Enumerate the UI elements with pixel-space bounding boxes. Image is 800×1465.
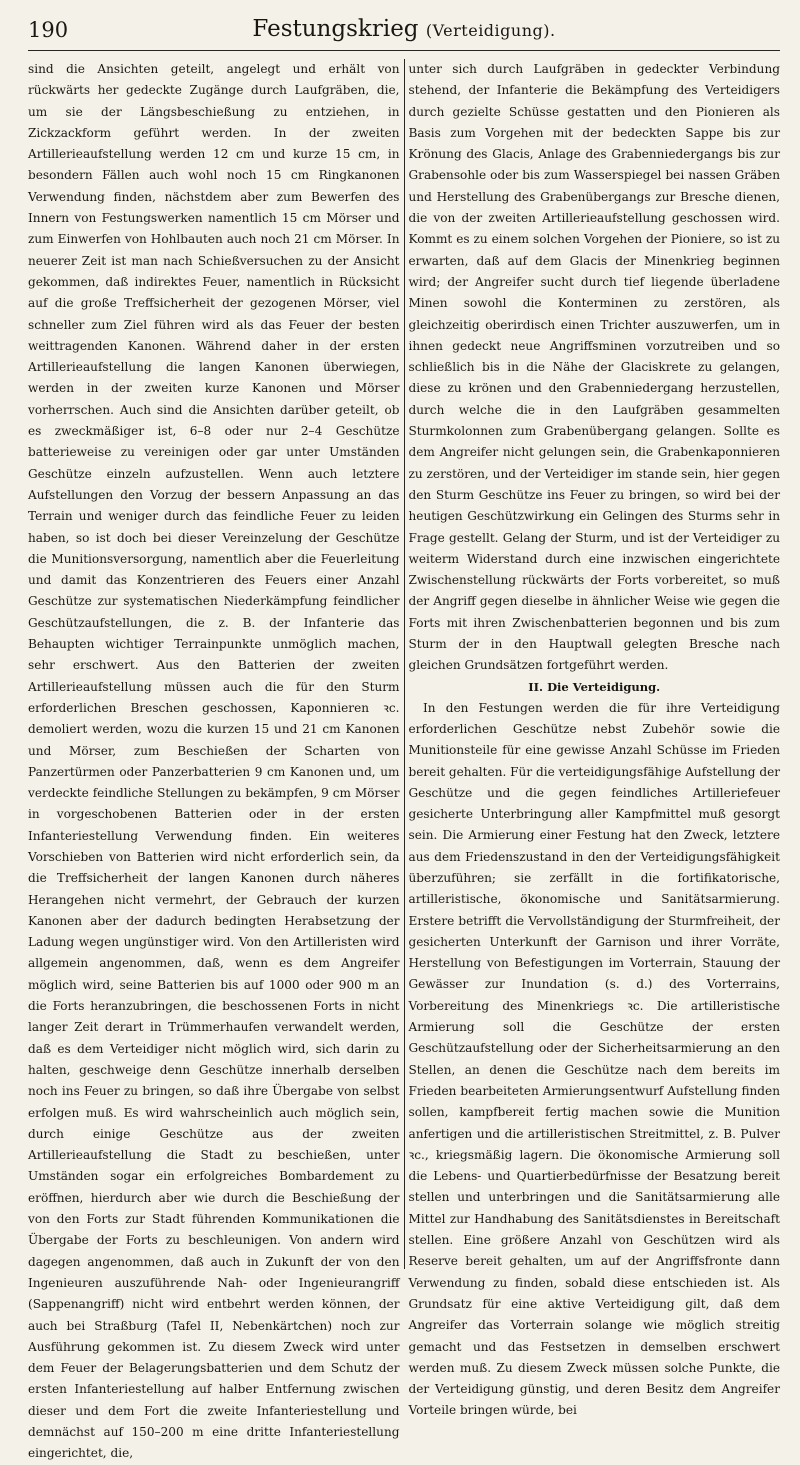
column-divider bbox=[404, 59, 405, 1269]
running-head-title: Festungskrieg bbox=[252, 16, 419, 42]
paragraph: unter sich durch Laufgräben in gedeckter Verbindung stehend, der Infanterie die Bekämpfung des Verteidigers durch gezielte Schüsse gestatten und den Pionieren als Basis zum Vorgehen mit der bedeckten Sappe bis zur Krönung des Glacis, Anlage des Grabenniedergangs bis zur Grabensohle oder bis zum Wasserspiegel bei nassen Gräben und Herstellung des Grabenübergangs zur Bresche dienen, die von der zweiten Artillerieaufstellung geschossen wird. Kommt es zu einem solchen Vorgehen der Pioniere, so ist zu erwarten, daß auf dem Glacis der Minenkrieg beginnen wird; der Angreifer sucht durch tief liegende überladene Minen sowohl die Konterminen zu zerstören, als gleichzeitig oberirdisch einen Trichter auszuwerfen, um in ihnen gedeckt neue Angriffsminen vorzutreiben und so schließlich bis in die Nähe der Glaciskrete zu gelangen, diese zu krönen und den Grabenniedergang herzustellen, durch welche die in den Laufgräben gesammelten Sturmkolonnen zum Grabenübergang gelangen. Sollte es dem Angreifer nicht gelungen sein, die Grabenkaponnieren zu zerstören, und der Verteidiger im stande sein, hier gegen den Sturm Geschütze ins Feuer zu bringen, so wird bei der heutigen Geschützwirkung ein Gelingen des Sturms sehr in Frage gestellt. Gelang der Sturm, und ist der Verteidiger zu weiterm Widerstand durch eine inzwischen eingerichtete Zwischenstellung rückwärts der Forts vorbereitet, so muß der Angriff gegen dieselbe in ähnlicher Weise wie gegen die Forts mit ihren Zwischenbatterien begonnen und bis zum Sturm der in den Hauptwall gelegten Bresche nach gleichen Grundsätzen fortgeführt werden. bbox=[408, 62, 780, 673]
paragraph: In den Festungen werden die für ihre Verteidigung erforderlichen Geschütze nebst Zubehör sowie die Munitionsteile für eine gewisse Anzahl Schüsse im Frieden bereit gehalten. Für die verteidigungsfähige Aufstellung der Geschütze und die gegen feindliches Artilleriefeuer gesicherte Unterbringung aller Kampfmittel muß gesorgt sein. Die Armierung einer Festung hat den Zweck, letztere aus dem Friedenszustand in den der Verteidigungsfähigkeit überzuführen; sie zerfällt in die fortifikatorische, artilleristische, ökonomische und Sanitätsarmierung. Erstere betrifft die Vervollständigung der Sturmfreiheit, der gesicherten Unterkunft der Garnison und ihrer Vorräte, Herstellung von Befestigungen im Vorterrain, Stauung der Gewässer zur Inundation (s. d.) des Vorterrains, Vorbereitung des Minenkriegs ꝛc. Die artilleristische Armierung soll die Geschütze der ersten Geschützaufstellung oder der Sicherheitsarmierung an den Stellen, an denen die Geschütze nach dem bereits im Frieden bearbeiteten Armierungsentwurf Aufstellung finden sollen, kampfbereit fertig machen sowie die Munition anfertigen und die artilleristischen Streitmittel, z. B. Pulver ꝛc., kriegsmäßig lagern. Die ökonomische Armierung soll die Lebens- und Quartierbedürfnisse der Besatzung bereit stellen und unterbringen und die Sanitätsarmierung alle Mittel zur Handhabung des Sanitätsdienstes in Bereitschaft stellen. Eine größere Anzahl von Geschützen wird als Reserve bereit gehalten, um auf der Angriffsfronte dann Verwendung zu finden, sobald diese entschieden ist. Als Grundsatz für eine aktive Verteidigung gilt, daß dem Angreifer das Vorterrain solange wie möglich streitig gemacht und das Festsetzen in demselben erschwert werden muß. Zu diesem Zweck müssen solche Punkte, die der Verteidigung günstig, und deren Besitz dem Angreifer Vorteile bringen würde, bei bbox=[408, 700, 781, 1418]
text-columns bbox=[28, 59, 781, 1461]
left-column bbox=[28, 59, 400, 1461]
running-head bbox=[28, 16, 780, 42]
right-column bbox=[408, 59, 781, 1418]
running-head-subtitle: (Verteidigung). bbox=[425, 21, 556, 40]
section-heading: II. Die Verteidigung. bbox=[528, 679, 661, 694]
paragraph: sind die Ansichten geteilt, angelegt und erhält von rückwärts her gedeckte Zugänge durch Laufgräben, die, um sie der Längsbeschießung zu entziehen, in Zickzackform geführt werden. In der zweiten Artillerieaufstellung werden 12 cm und kurze 15 cm, in besondern Fällen auch wohl noch 15 cm Ringkanonen Verwendung finden, nächstdem aber zum Bewerfen des Innern von Festungswerken namentlich 15 cm Mörser und zum Einwerfen von Hohlbauten auch noch 21 cm Mörser. In neuerer Zeit ist man nach Schießversuchen zu der Ansicht gekommen, daß indirektes Feuer, namentlich in Rücksicht auf die große Treffsicherheit der gezogenen Mörser, viel schneller zum Ziel führen wird als das Feuer der besten weittragenden Kanonen. Während daher in der ersten Artillerieaufstellung die langen Kanonen überwiegen, werden in der zweiten kurze Kanonen und Mörser vorherrschen. Auch sind die Ansichten darüber geteilt, ob es zweckmäßiger ist, 6–8 oder nur 2–4 Geschütze batterieweise zu vereinigen oder gar unter Umständen Geschütze einzeln aufzustellen. Wenn auch letztere Aufstellungen den Vorzug der bessern Anpassung an das Terrain und weniger durch das feindliche Feuer zu leiden haben, so ist doch bei dieser Vereinzelung der Geschütze die Munitionsversorgung, namentlich aber die Feuerleitung und damit das Konzentrieren des Feuers einer Anzahl Geschütze zur systematischen Niederkämpfung feindlicher Geschützaufstellungen, die z. B. der Infanterie das Behaupten wichtiger Terrainpunkte unmöglich machen, sehr erschwert. Aus den Batterien der zweiten Artillerieaufstellung müssen auch die für den Sturm erforderlichen Breschen geschossen, Kaponnieren ꝛc. demoliert werden, wozu die kurzen 15 und 21 cm Kanonen und Mörser, zum Beschießen der Scharten von Panzertürmen oder Panzerbatterien 9 cm Kanonen und, um verdeckte feindliche Stellungen zu bekämpfen, 9 cm Mörser in vorgeschobenen Batterien oder in der ersten Infanteriestellung Verwendung finden. Ein weiteres Vorschieben von Batterien wird nicht erforderlich sein, da die Treffsicherheit der langen Kanonen durch näheres Herangehen nicht vermehrt, der Gebrauch der kurzen Kanonen aber der dadurch bedingten Herabsetzung der Ladung wegen ungünstiger wird. Von den Artilleristen wird allgemein angenommen, daß, wenn es dem Angreifer möglich wird, seine Batterien bis auf 1000 oder 900 m an die Forts heranzubringen, die beschossenen Forts in nicht langer Zeit derart in Trümmerhaufen verwandelt werden, daß es dem Verteidiger nicht möglich wird, sich darin zu halten, geschweige denn Geschütze innerhalb derselben noch ins Feuer zu bringen, so daß ihre Übergabe von selbst erfolgen muß. Es wird wahrscheinlich auch möglich sein, durch einige Geschütze aus der zweiten Artillerieaufstellung die Stadt zu beschießen, unter Umständen sogar ein erfolgreiches Bombardement zu eröffnen, hierdurch aber wie durch die Beschießung der von den Forts zur Stadt führenden Kommunikationen die Übergabe der Forts zu beschleunigen. Von andern wird dagegen angenommen, daß auch in Zukunft der von den Ingenieuren auszuführende Nah- oder Ingenieurangriff (Sappenangriff) nicht wird entbehrt werden können, der auch bei Straßburg (Tafel II, Nebenkärtchen) noch zur Ausführung gekommen ist. Zu diesem Zweck wird unter dem Feuer der Belagerungsbatterien und dem Schutz der ersten Infanteriestellung auf halber Entfernung zwischen dieser und dem Fort die zweite Infanteriestellung und demnächst auf 150–200 m eine dritte Infanteriestellung eingerichtet, die, bbox=[28, 62, 400, 1461]
page-header bbox=[28, 14, 780, 51]
page-number: 190 bbox=[28, 18, 69, 42]
